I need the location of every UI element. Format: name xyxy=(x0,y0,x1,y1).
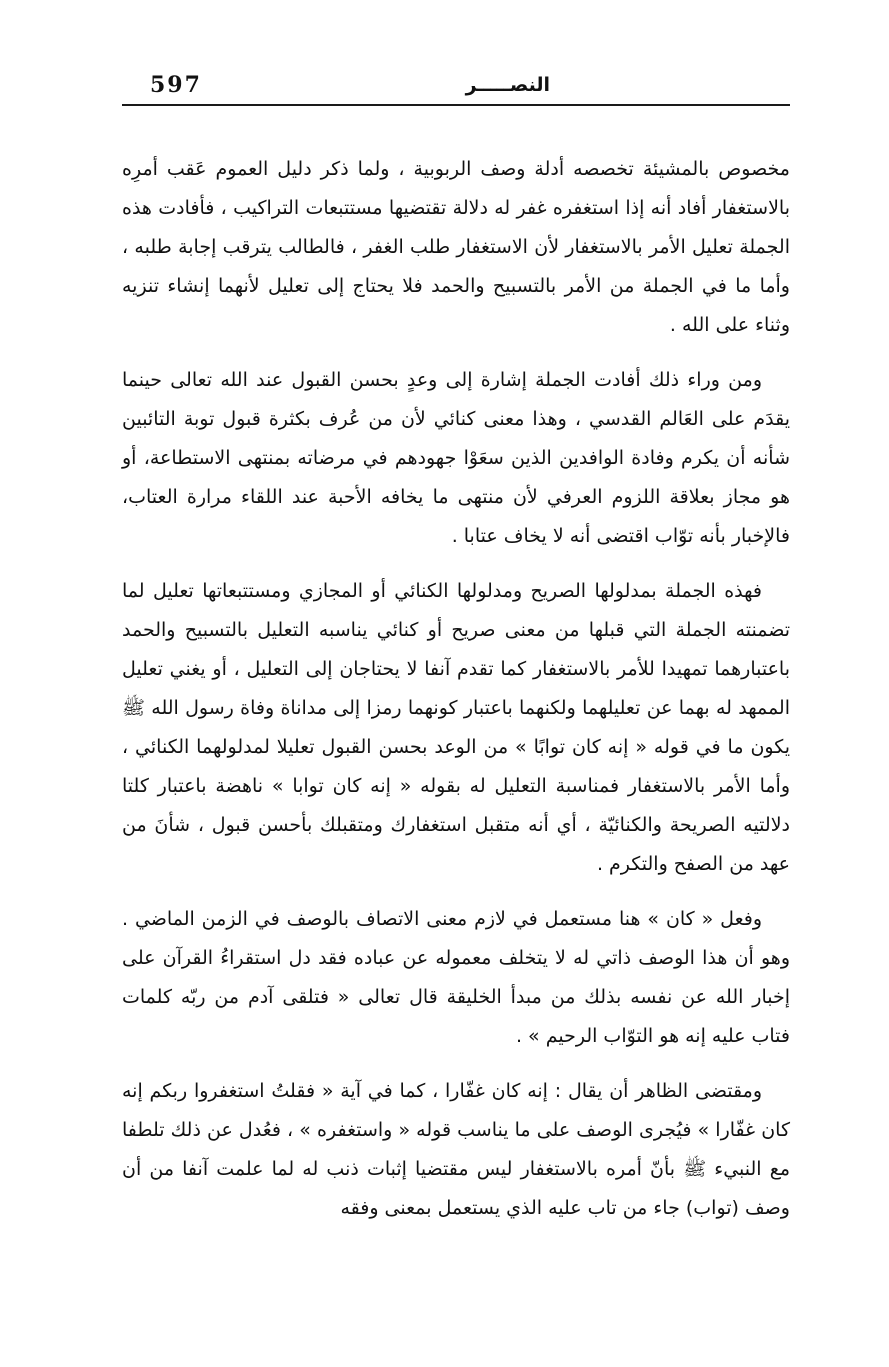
page-number: 597 xyxy=(150,72,202,98)
page-header xyxy=(122,60,790,108)
paragraph-1: مخصوص بالمشيئة تخصصه أدلة وصف الربوبية ، ولما ذكر دليل العموم عَقب أمرِه بالاستغفار أفاد أنه إذا استغفره غفر له دلالة تقتضيها مستتبعات التراكيب ، فأفادت هذه الجملة تعليل الأمر بالاستغفار لأن الاستغفار طلب الغفر ، فالطالب يترقب إجابة طلبه ، وأما ما في الجملة من الأمر بالتسبيح والحمد فلا يحتاج إلى تعليل لأنهما إنشاء تنزيه وثناء على الله . xyxy=(122,158,790,336)
paragraph-4: وفعل « كان » هنا مستعمل في لازم معنى الاتصاف بالوصف في الزمن الماضي . وهو أن هذا الوصف ذاتي له لا يتخلف معموله عن عباده فقد دل استقراءُ القرآن على إخبار الله عن نفسه بذلك من مبدأ الخليقة قال تعالى « فتلقى آدم من ربّه كلمات فتاب عليه إنه هو التوّاب الرحيم » . xyxy=(122,908,790,1047)
header-rule xyxy=(122,104,790,106)
body-text xyxy=(122,150,790,1244)
running-title: النصـــــر xyxy=(465,74,550,96)
paragraph-5: ومقتضى الظاهر أن يقال : إنه كان غفّارا ، كما في آية « فقلتُ استغفروا ربكم إنه كان غفّارا » فيُجرى الوصف على ما يناسب قوله « واستغفره » ، فعُدل عن ذلك تلطفا مع النبيء ﷺ بأنّ أمره بالاستغفار ليس مقتضيا إثبات ذنب له لما علمت آنفا من أن وصف (تواب) جاء من تاب عليه الذي يستعمل بمعنى وفقه xyxy=(122,1080,790,1219)
paragraph-3: فهذه الجملة بمدلولها الصريح ومدلولها الكنائي أو المجازي ومستتبعاتها تعليل لما تضمنته الجملة التي قبلها من معنى صريح أو كنائي يناسبه التعليل بالتسبيح والحمد باعتبارهما تمهيدا للأمر بالاستغفار كما تقدم آنفا لا يحتاجان إلى التعليل ، أو يغني تعليل الممهد له بهما عن تعليلهما ولكنهما باعتبار كونهما رمزا إلى مداناة وفاة رسول الله ﷺ يكون ما في قوله « إنه كان توابًا » من الوعد بحسن القبول تعليلا لمدلولهما الكنائي ، وأما الأمر بالاستغفار فمناسبة التعليل له بقوله « إنه كان توابا » ناهضة باعتبار كلتا دلالتيه الصريحة والكنائيّة ، أي أنه متقبل استغفارك ومتقبلك بأحسن قبول ، شأنَ من عهد من الصفح والتكرم . xyxy=(122,580,790,875)
paragraph-2: ومن وراء ذلك أفادت الجملة إشارة إلى وعدٍ بحسن القبول عند الله تعالى حينما يقدَم على العَالم القدسي ، وهذا معنى كنائي لأن من عُرف بكثرة قبول توبة التائبين شأنه أن يكرم وفادة الوافدين الذين سعَوْا جهودهم في مرضاته بمنتهى الاستطاعة، أو هو مجاز بعلاقة اللزوم العرفي لأن منتهى ما يخافه الأحبة عند اللقاء مرارة العتاب، فالإخبار بأنه توّاب اقتضى أنه لا يخاف عتابا . xyxy=(122,369,790,547)
